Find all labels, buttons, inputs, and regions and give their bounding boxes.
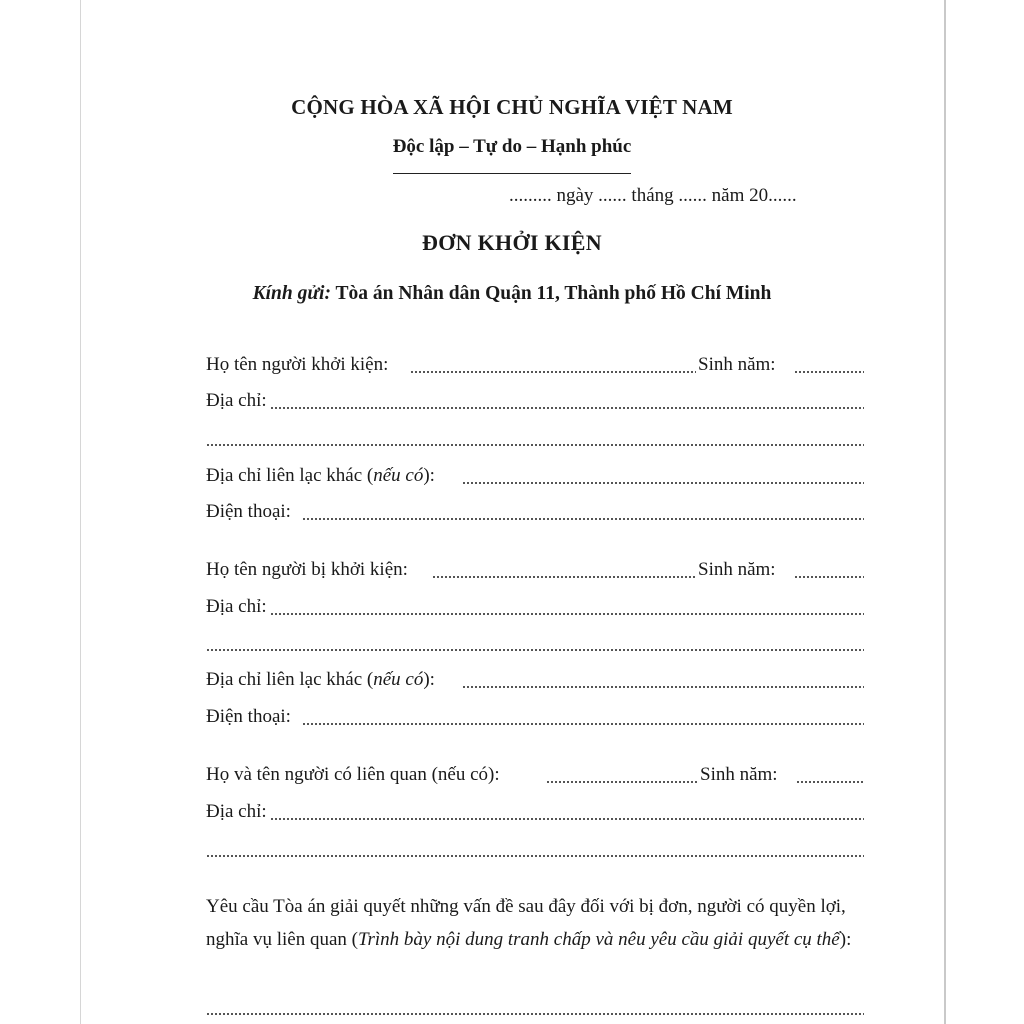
plaintiff-address-row — [206, 388, 864, 414]
plaintiff-address-field-2[interactable] — [206, 444, 864, 446]
request-paragraph: Yêu cầu Tòa án giải quyết những vấn đề sau đây đối với bị đơn, người có quyền lợi, nghĩa vụ liên quan (Trình bày nội dung tranh chấp và nêu yêu cầu giải quyết cụ thể): — [206, 896, 852, 950]
request-answer-row — [206, 994, 864, 1020]
related-birth-label: Sinh năm: — [700, 764, 778, 785]
plaintiff-other-address-field[interactable] — [462, 482, 864, 484]
document-title: ĐƠN KHỞI KIỆN — [422, 230, 602, 255]
plaintiff-birth-field[interactable] — [794, 371, 864, 373]
plaintiff-address-continued-row — [206, 425, 864, 451]
defendant-name-row — [206, 557, 864, 583]
recipient-name: Tòa án Nhân dân Quận 11, Thành phố Hồ Chí Minh — [335, 283, 772, 304]
plaintiff-name-label: Họ tên người khởi kiện: — [206, 354, 389, 375]
related-name-row — [206, 762, 864, 788]
plaintiff-name-row — [206, 352, 864, 378]
related-address-field[interactable] — [270, 818, 864, 820]
related-address-row — [206, 799, 864, 825]
related-address-field-2[interactable] — [206, 855, 864, 857]
date-line: ......... ngày ...... tháng ...... năm 20...... — [509, 185, 797, 206]
defendant-birth-label: Sinh năm: — [698, 559, 776, 580]
recipient-line — [0, 283, 1024, 305]
plaintiff-phone-field[interactable] — [302, 518, 864, 520]
related-address-continued-row — [206, 836, 864, 862]
plaintiff-name-field[interactable] — [410, 371, 696, 373]
defendant-birth-field[interactable] — [794, 576, 864, 578]
request-italic-note: Trình bày nội dung tranh chấp và nêu yêu cầu giải quyết cụ thể — [357, 929, 840, 950]
motto-underline — [393, 173, 632, 174]
defendant-name-field[interactable] — [432, 576, 696, 578]
plaintiff-phone-row — [206, 499, 864, 525]
related-birth-field[interactable] — [796, 781, 864, 783]
nation-heading: CỘNG HÒA XÃ HỘI CHỦ NGHĨA VIỆT NAM — [291, 95, 733, 119]
motto — [0, 136, 1024, 174]
related-name-label: Họ và tên người có liên quan (nếu có): — [206, 764, 500, 785]
defendant-other-address-label: Địa chỉ liên lạc khác (nếu có): — [206, 669, 435, 690]
plaintiff-address-label: Địa chỉ: — [206, 390, 267, 411]
defendant-phone-field[interactable] — [302, 723, 864, 725]
defendant-address-field-2[interactable] — [206, 649, 864, 651]
defendant-phone-row — [206, 704, 864, 730]
defendant-address-field[interactable] — [270, 613, 864, 615]
plaintiff-other-address-label: Địa chỉ liên lạc khác (nếu có): — [206, 465, 435, 486]
defendant-address-row — [206, 594, 864, 620]
defendant-phone-label: Điện thoại: — [206, 706, 291, 727]
request-answer-field[interactable] — [206, 1013, 864, 1015]
plaintiff-birth-label: Sinh năm: — [698, 354, 776, 375]
plaintiff-address-field[interactable] — [270, 407, 864, 409]
motto-text: Độc lập – Tự do – Hạnh phúc — [392, 136, 632, 157]
defendant-address-label: Địa chỉ: — [206, 596, 267, 617]
defendant-other-address-row — [206, 667, 864, 693]
defendant-name-label: Họ tên người bị khởi kiện: — [206, 559, 408, 580]
related-address-label: Địa chỉ: — [206, 801, 267, 822]
defendant-address-continued-row — [206, 630, 864, 656]
defendant-other-address-field[interactable] — [462, 686, 864, 688]
plaintiff-phone-label: Điện thoại: — [206, 501, 291, 522]
plaintiff-other-address-row — [206, 463, 864, 489]
recipient-label: Kính gửi: — [252, 283, 331, 304]
related-name-field[interactable] — [546, 781, 698, 783]
